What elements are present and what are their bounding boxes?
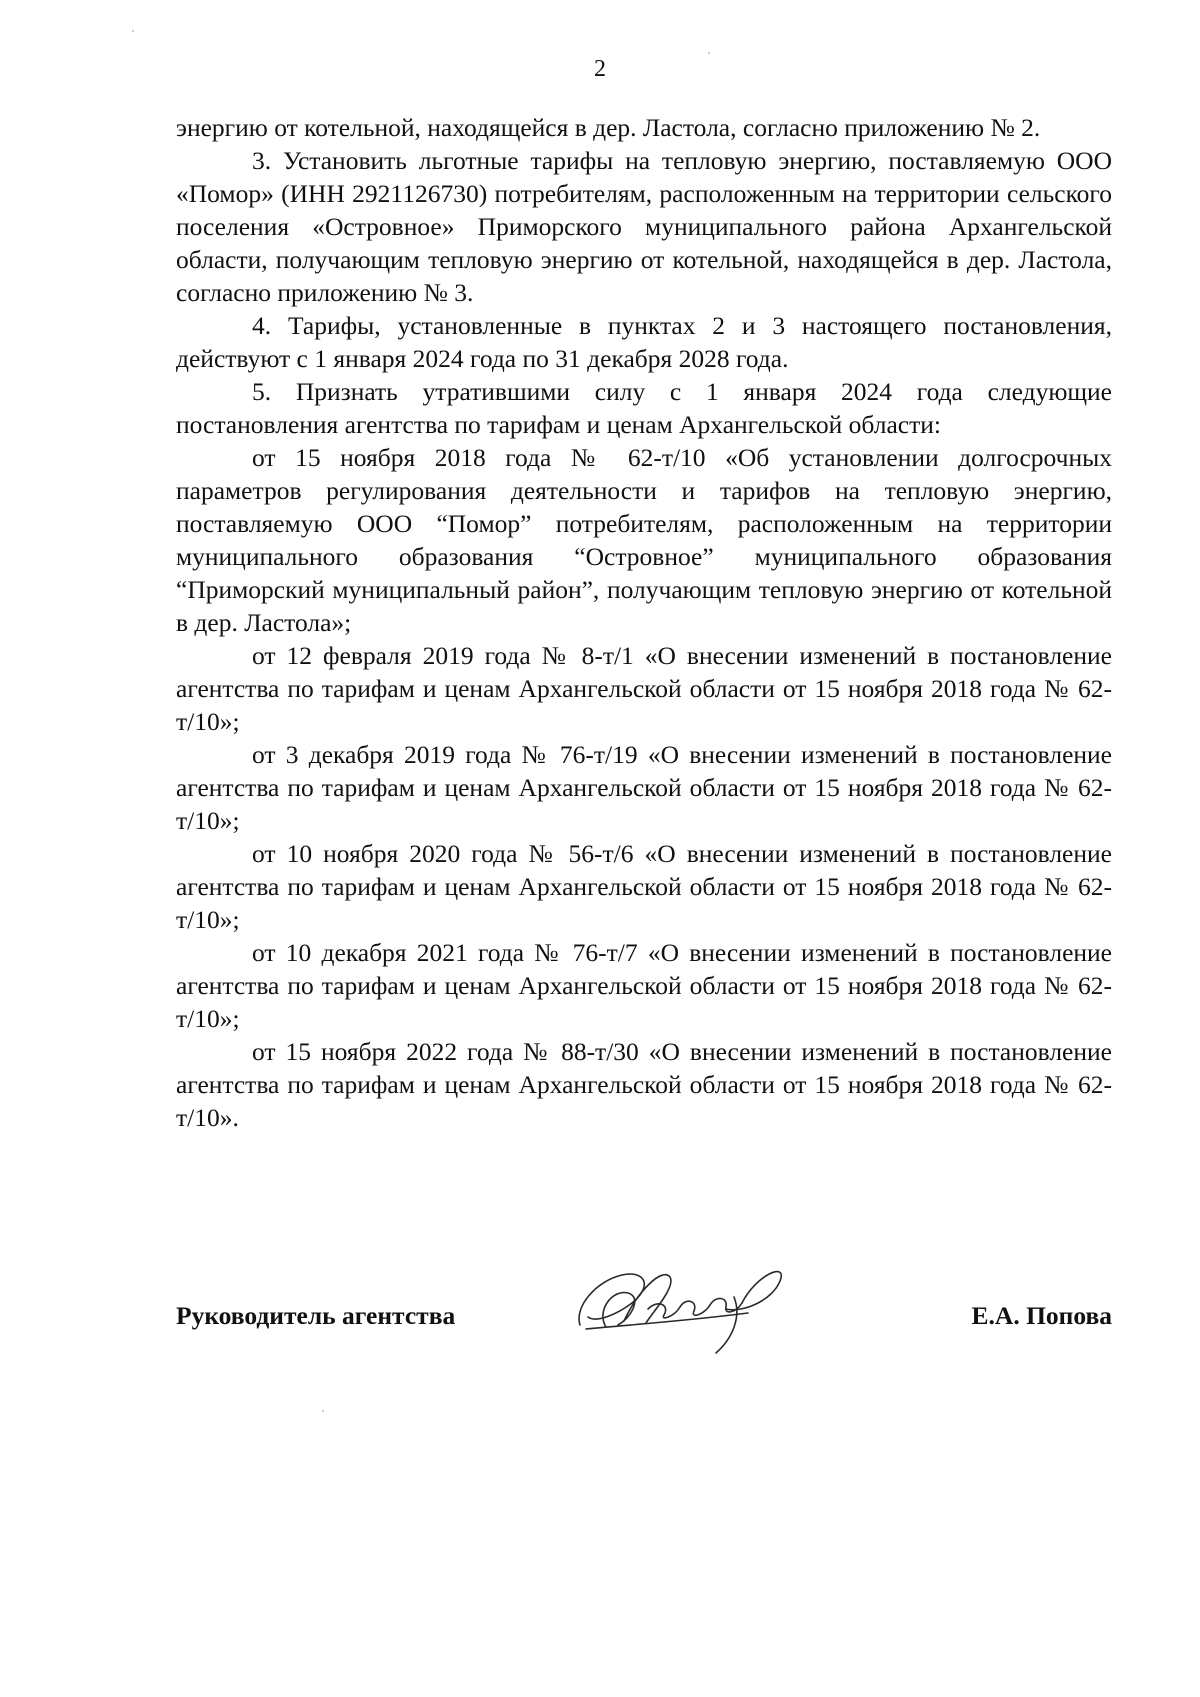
repealed-resolution-2019-76: от 3 декабря 2019 года № 76-т/19 «О внесении изменений в постановление агентства по тарифам и ценам Архангельской области от 15 ноября 2018 года № 62-т/10»; [176,740,1112,835]
paragraph-continuation: энергию от котельной, находящейся в дер. Ластола, согласно приложению № 2. [176,113,1041,142]
scan-artifact [708,52,710,54]
scan-artifact [322,1410,324,1412]
repealed-resolution-2018-62: от 15 ноября 2018 года № 62-т/10 «Об установлении долгосрочных параметров регулирования деятельности и тарифов на тепловую энергию, поставляемую ООО “Помор” потребителям, расположенным на территории муниципального образования “Островное” муниципального образования “Приморский муниципальный район”, получающим тепловую энергию от котельной в дер. Ластола»; [176,443,1112,637]
signature-block [176,1255,1112,1365]
repealed-resolution-2019-8: от 12 февраля 2019 года № 8-т/1 «О внесении изменений в постановление агентства по тарифам и ценам Архангельской области от 15 ноября 2018 года № 62-т/10»; [176,641,1112,736]
document-body [176,111,1112,1134]
paragraph-item-3: 3. Установить льготные тарифы на тепловую энергию, поставляемую ООО «Помор» (ИНН 2921126730) потребителям, расположенным на территории сельского поселения «Островное» Приморского муниципального района Архангельской области, получающим тепловую энергию от котельной, находящейся в дер. Ластола, согласно приложению № 3. [176,146,1112,307]
repealed-resolution-2020-56: от 10 ноября 2020 года № 56-т/6 «О внесении изменений в постановление агентства по тарифам и ценам Архангельской области от 15 ноября 2018 года № 62-т/10»; [176,839,1112,934]
paragraph-item-5: 5. Признать утратившими силу с 1 января 2024 года следующие постановления агентства по тарифам и ценам Архангельской области: [176,377,1112,439]
repealed-resolution-2022-88: от 15 ноября 2022 года № 88-т/30 «О внесении изменений в постановление агентства по тарифам и ценам Архангельской области от 15 ноября 2018 года № 62-т/10». [176,1037,1112,1132]
repealed-resolution-2021-76: от 10 декабря 2021 года № 76-т/7 «О внесении изменений в постановление агентства по тарифам и ценам Архангельской области от 15 ноября 2018 года № 62-т/10»; [176,938,1112,1033]
paragraph-item-4: 4. Тарифы, установленные в пунктах 2 и 3 настоящего постановления, действуют с 1 января 2024 года по 31 декабря 2028 года. [176,311,1112,373]
signer-title: Руководитель агентства [176,1301,456,1330]
handwritten-signature [566,1255,796,1360]
signer-name: Е.А. Попова [971,1301,1112,1330]
scan-artifact [132,30,134,32]
page-number: 2 [594,56,606,82]
